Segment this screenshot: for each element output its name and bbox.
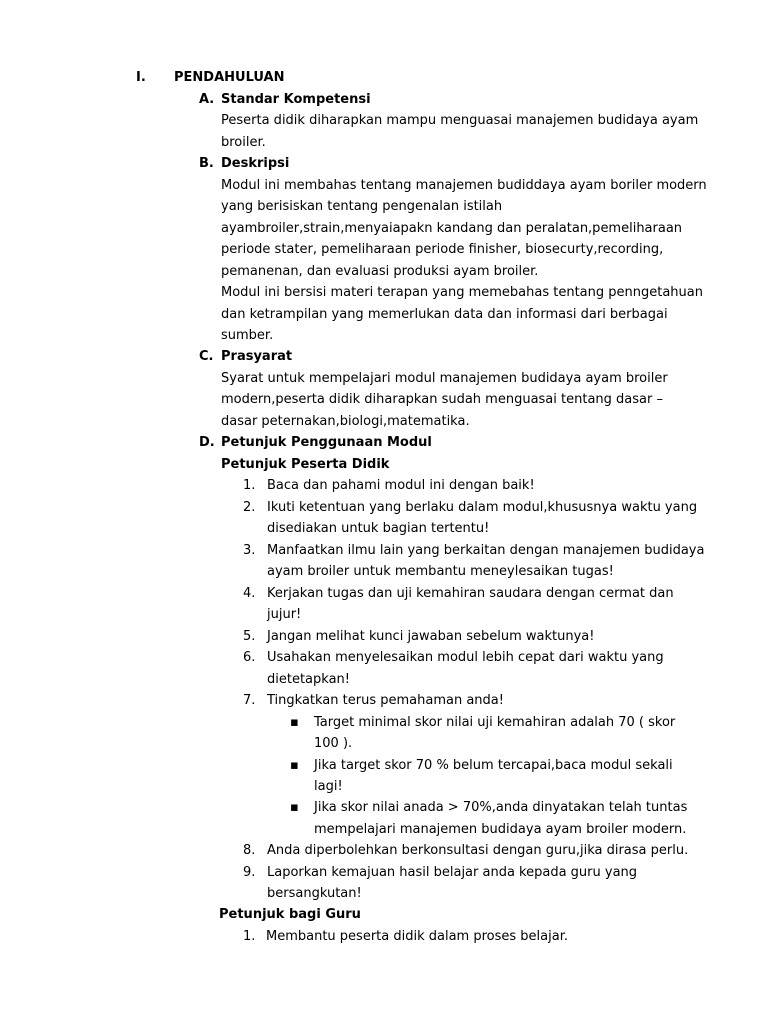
section-a-text: Peserta didik diharapkan mampu menguasai manajemen budidaya ayam bbox=[221, 113, 699, 128]
list-item: dietetapkan! bbox=[267, 672, 350, 687]
list-item-number: 9. bbox=[243, 865, 256, 880]
chapter-number: I. bbox=[136, 70, 146, 85]
section-d-title: Petunjuk Penggunaan Modul bbox=[221, 435, 432, 450]
list-item: bersangkutan! bbox=[267, 886, 362, 901]
list-item: ayam broiler untuk membantu meneylesaikan tugas! bbox=[267, 564, 614, 579]
list-item: Laporkan kemajuan hasil belajar anda kepada guru yang bbox=[267, 865, 638, 880]
section-b-text: periode stater, pemeliharaan periode finisher, biosecurty,recording, bbox=[221, 242, 664, 257]
student-instructions-heading: Petunjuk Peserta Didik bbox=[221, 457, 390, 472]
section-b-text: pemanenan, dan evaluasi produksi ayam broiler. bbox=[221, 264, 539, 279]
list-item: Usahakan menyelesaikan modul lebih cepat dari waktu yang bbox=[267, 650, 664, 665]
chapter-title: PENDAHULUAN bbox=[174, 70, 285, 85]
bullet-item: Jika target skor 70 % belum tercapai,baca modul sekali bbox=[314, 758, 673, 773]
bullet-item: 100 ). bbox=[314, 736, 353, 751]
list-item: Anda diperbolehkan berkonsultasi dengan guru,jika dirasa perlu. bbox=[267, 843, 689, 858]
section-c-title: Prasyarat bbox=[221, 349, 293, 364]
list-item-number: 8. bbox=[243, 843, 256, 858]
section-c-text: dasar peternakan,biologi,matematika. bbox=[221, 414, 470, 429]
section-a-title: Standar Kompetensi bbox=[221, 92, 371, 107]
section-a-text: broiler. bbox=[221, 135, 266, 150]
square-bullet-icon: ▪ bbox=[290, 758, 299, 773]
list-item-number: 5. bbox=[243, 629, 256, 644]
section-b-label: B. bbox=[199, 156, 214, 171]
list-item: Membantu peserta didik dalam proses belajar. bbox=[266, 929, 568, 944]
list-item-number: 1. bbox=[243, 478, 256, 493]
list-item: Manfaatkan ilmu lain yang berkaitan dengan manajemen budidaya bbox=[267, 543, 705, 558]
section-c-text: modern,peserta didik diharapkan sudah menguasai tentang dasar – bbox=[221, 392, 663, 407]
list-item-number: 6. bbox=[243, 650, 256, 665]
bullet-item: lagi! bbox=[314, 779, 343, 794]
square-bullet-icon: ▪ bbox=[290, 715, 299, 730]
section-b-text: sumber. bbox=[221, 328, 274, 343]
section-d-label: D. bbox=[199, 435, 215, 450]
list-item-number: 1. bbox=[243, 929, 256, 944]
square-bullet-icon: ▪ bbox=[290, 800, 299, 815]
section-b-text: dan ketrampilan yang memerlukan data dan informasi dari berbagai bbox=[221, 307, 668, 322]
list-item: Kerjakan tugas dan uji kemahiran saudara dengan cermat dan bbox=[267, 586, 674, 601]
list-item: Tingkatkan terus pemahaman anda! bbox=[267, 693, 504, 708]
section-c-text: Syarat untuk mempelajari modul manajemen budidaya ayam broiler bbox=[221, 371, 668, 386]
list-item-number: 7. bbox=[243, 693, 256, 708]
list-item-number: 3. bbox=[243, 543, 256, 558]
section-b-text: Modul ini bersisi materi terapan yang memebahas tentang penngetahuan bbox=[221, 285, 703, 300]
list-item-number: 4. bbox=[243, 586, 256, 601]
section-c-label: C. bbox=[199, 349, 214, 364]
list-item: Baca dan pahami modul ini dengan baik! bbox=[267, 478, 535, 493]
section-b-title: Deskripsi bbox=[221, 156, 290, 171]
list-item-number: 2. bbox=[243, 500, 256, 515]
list-item: Ikuti ketentuan yang berlaku dalam modul,khususnya waktu yang bbox=[267, 500, 698, 515]
section-b-text: ayambroiler,strain,menyaiapakn kandang dan peralatan,pemeliharaan bbox=[221, 221, 683, 236]
list-item: jujur! bbox=[267, 607, 302, 622]
bullet-item: Target minimal skor nilai uji kemahiran adalah 70 ( skor bbox=[314, 715, 676, 730]
section-a-label: A. bbox=[199, 92, 215, 107]
teacher-instructions-heading: Petunjuk bagi Guru bbox=[219, 907, 361, 922]
list-item: Jangan melihat kunci jawaban sebelum waktunya! bbox=[267, 629, 595, 644]
list-item: disediakan untuk bagian tertentu! bbox=[267, 521, 490, 536]
bullet-item: Jika skor nilai anada > 70%,anda dinyatakan telah tuntas bbox=[314, 800, 688, 815]
section-b-text: Modul ini membahas tentang manajemen budiddaya ayam boriler modern bbox=[221, 178, 707, 193]
section-b-text: yang berisiskan tentang pengenalan istilah bbox=[221, 199, 503, 214]
bullet-item: mempelajari manajemen budidaya ayam broiler modern. bbox=[314, 822, 687, 837]
